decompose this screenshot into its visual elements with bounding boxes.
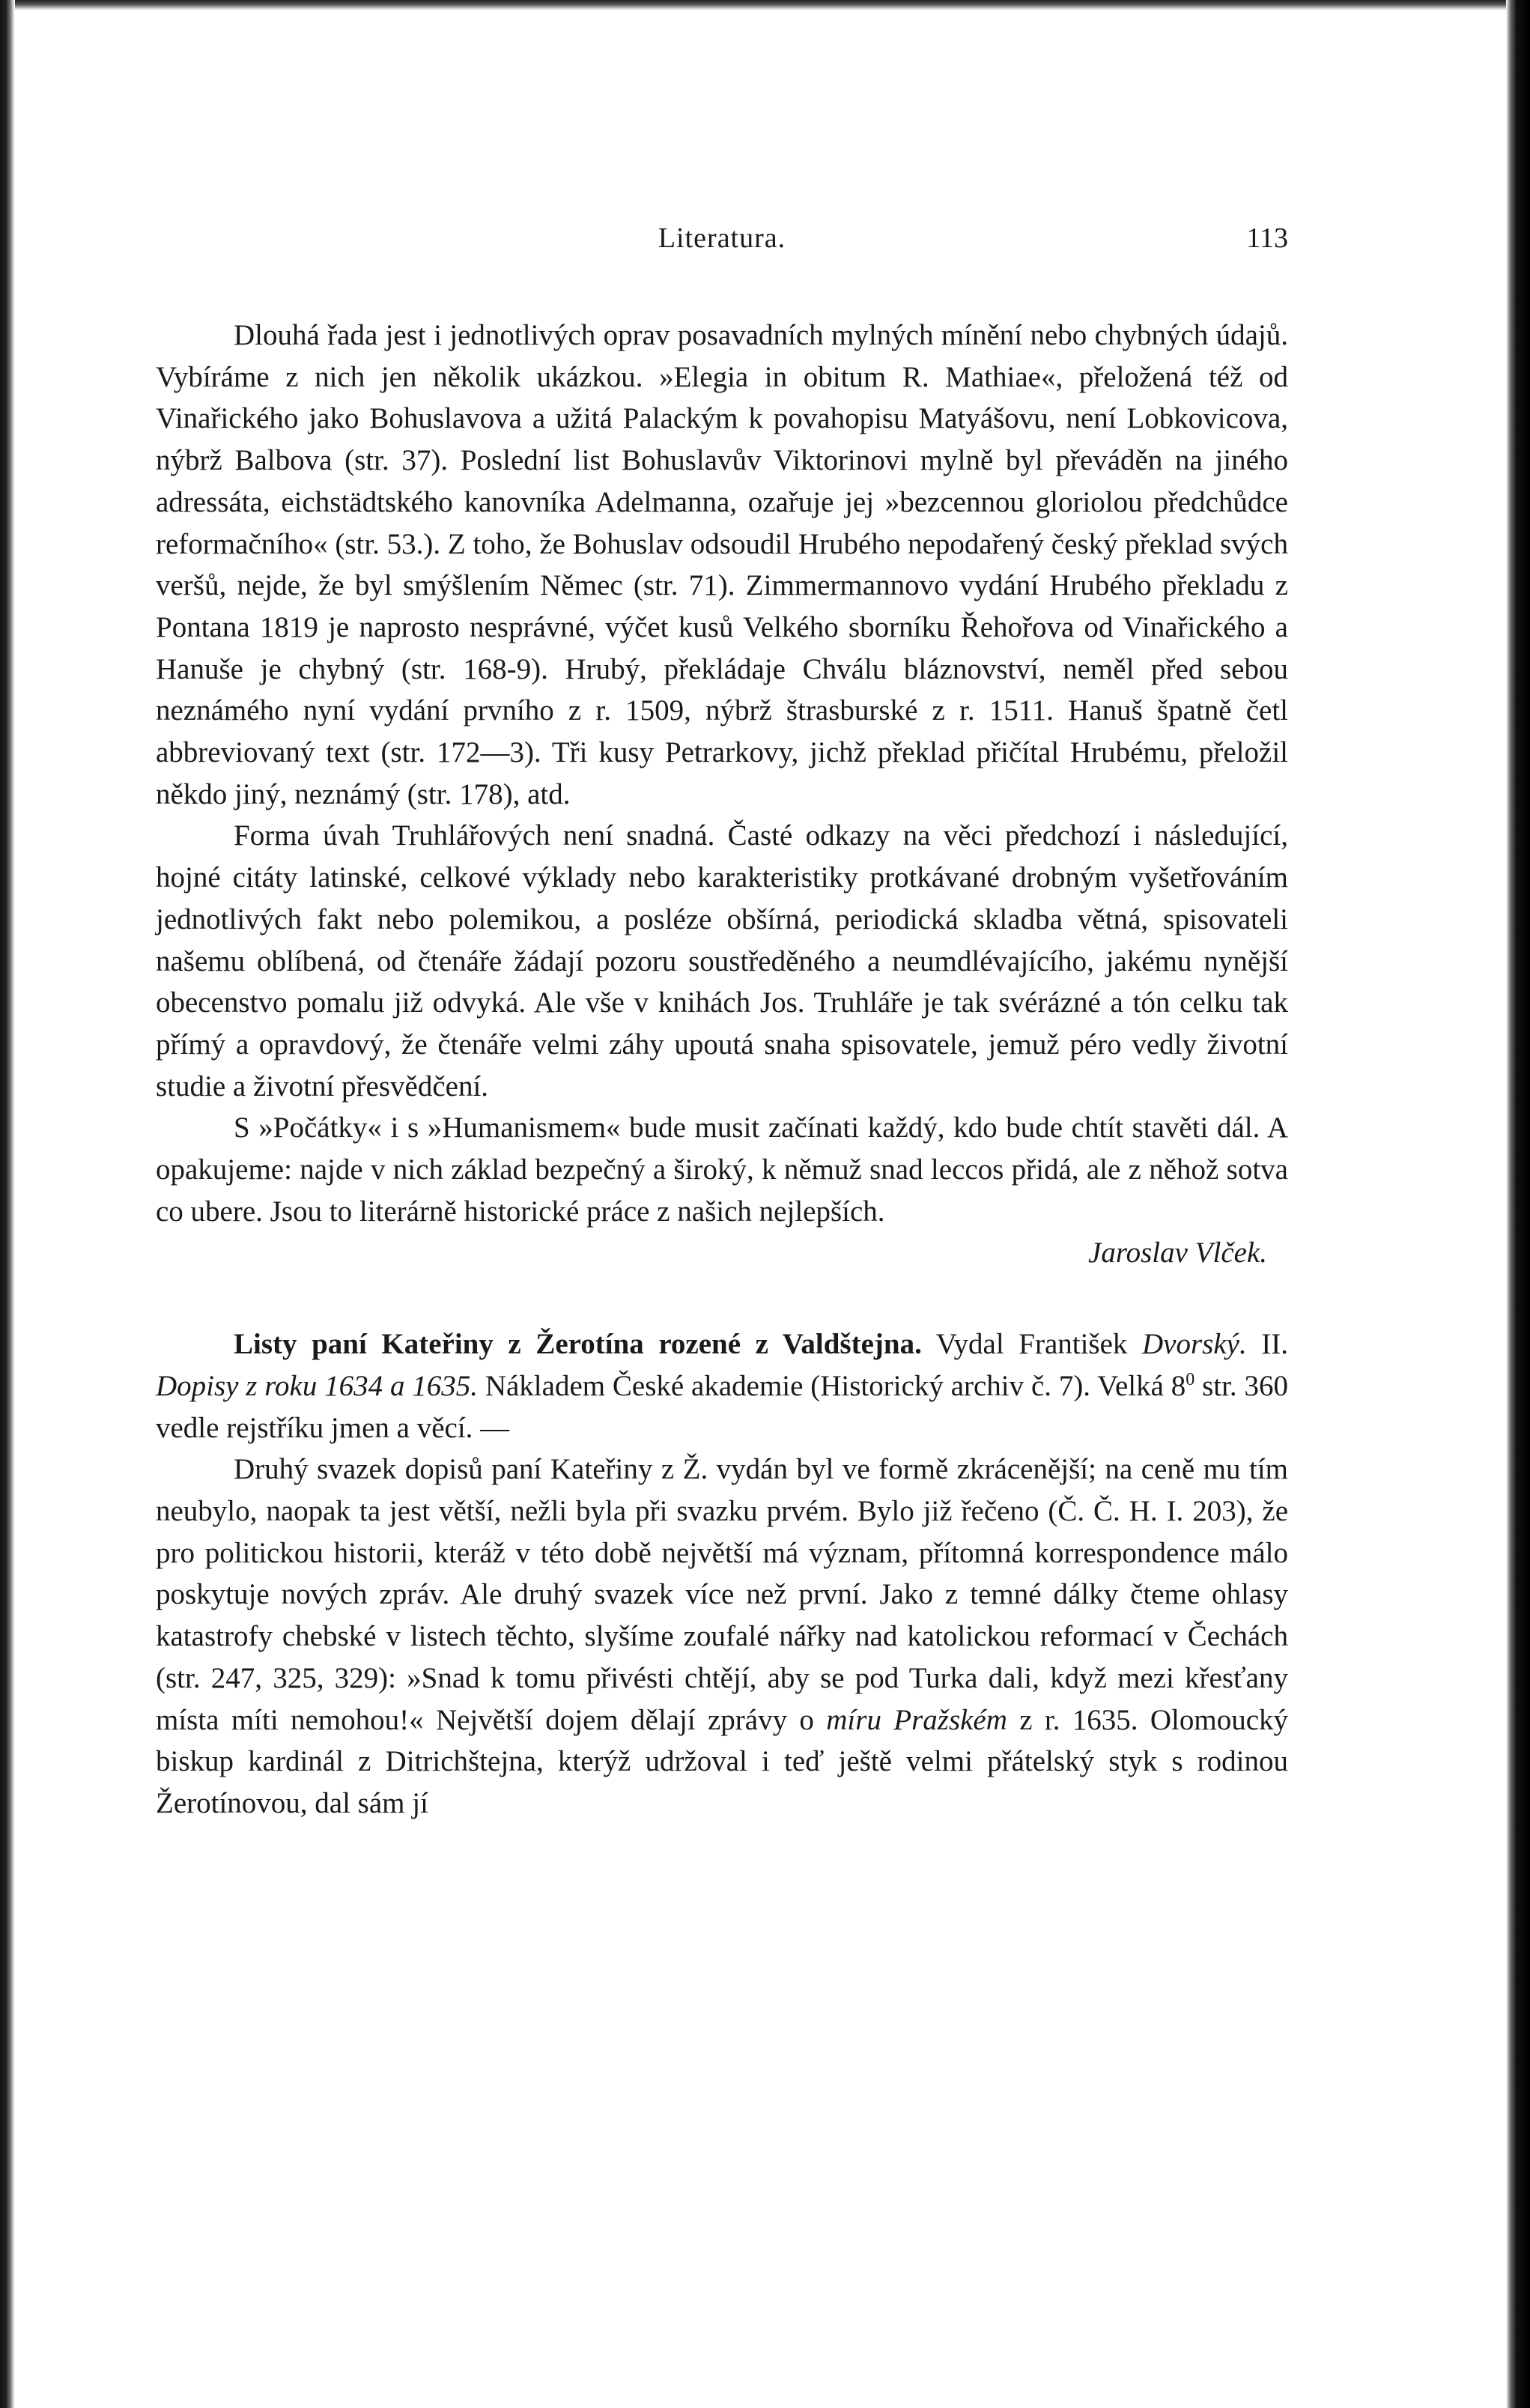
volume-number: II. <box>1261 1328 1289 1361</box>
format-superscript: 0 <box>1186 1369 1195 1389</box>
paragraph-form: Forma úvah Truhlářových není snadná. Časté odkazy na věci předchozí i následující, hojné citáty latinské, celkové výklady nebo karakteristiky protkávané drobným vyšetřováním jednotlivých fakt nebo polemikou, a posléze obšírná, periodická skladba větná, spisovateli našemu oblíbená, od čtenáře žádají pozoru soustředěného a neumdlévajícího, jakému nynější obecenstvo pomalu již odvyká. Ale vše v knihách Jos. Truhláře je tak svérázné a tón celku tak přímý a opravdový, že čtenáře velmi záhy upoutá snaha spisovatele, jemuž péro vedly životní studie a životní přesvědčení. <box>156 819 1288 1103</box>
editor-name: Dvorský. <box>1142 1328 1247 1361</box>
running-head <box>156 222 1288 267</box>
book-page <box>156 222 1288 1825</box>
review-heading-paragraph <box>156 1323 1288 1449</box>
body-text <box>156 315 1288 1825</box>
peace-of-prague: míru Pražském <box>826 1703 1007 1736</box>
review-zerotin-letters <box>156 1323 1288 1824</box>
paragraph-second-volume <box>156 1449 1288 1824</box>
publisher-info: Nákladem České akademie (Historický archiv č. 7). Velká 8 <box>485 1369 1186 1402</box>
heading-vydal: Vydal František <box>935 1328 1128 1361</box>
book-subtitle: Dopisy z roku 1634 a 1635. <box>156 1369 479 1402</box>
scan-right-edge <box>1506 0 1530 2408</box>
review-humanism-continued <box>156 315 1288 1274</box>
running-title: Literatura. <box>658 222 786 254</box>
page-number: 113 <box>1246 222 1288 254</box>
paragraph-corrections: Dlouhá řada jest i jednotlivých oprav posavadních mylných mínění nebo chybných údajů. Vybíráme z nich jen několik ukázkou. »Elegia in obitum R. Mathiae«, přeložená též od Vinařického jako Bohuslavova a užitá Palackým k povahopisu Matyášovu, není Lobkovicova, nýbrž Balbova (str. 37). Poslední list Bohuslavův Viktorinovi mylně byl převáděn na jiného adressáta, eichstädtského kanovníka Adelmanna, ozařuje jej »bezcennou gloriolou předchůdce reformačního« (str. 53.). Z toho, že Bohuslav odsoudil Hrubého nepodařený český překlad svých veršů, nejde, že byl smýšlením Němec (str. 71). Zimmermannovo vydání Hrubého překladu z Pontana 1819 je naprosto nesprávné, výčet kusů Velkého sborníku Řehořova od Vinařického a Hanuše je chybný (str. 168-9). Hrubý, překládaje Chválu bláznovství, neměl před sebou neznámého nyní vydání prvního z r. 1509, nýbrž štrasburské z r. 1511. Hanuš špatně četl abbreviovaný text (str. 172—3). Tři kusy Petrarkovy, jichž překlad přičítal Hrubému, přeložil někdo jiný, neznámý (str. 178), atd. <box>156 319 1288 810</box>
paragraph-conclusion: S »Počátky« i s »Humanismem« bude musit začínati každý, kdo bude chtít stavěti dál. A opakujeme: najde v nich základ bezpečný a široký, k němuž snad leccos přidá, ale z něhož sotva co ubere. Jsou to literárně historické práce z našich nejlepších. <box>156 1111 1288 1228</box>
second-volume-text-end: z r. 1635. Olomoucký biskup kardinál z Ditrichštejna, kterýž udržoval i teď ještě velmi přátelský styk s rodinou Žerotínovou, dal sám jí <box>156 1703 1289 1819</box>
scan-left-edge <box>0 0 15 2408</box>
page-count: str. 360 vedle rejstříku jmen a věcí. — <box>156 1369 1288 1444</box>
book-title: Listy paní Kateřiny z Žerotína rozené z Valdštejna. <box>234 1328 922 1361</box>
second-volume-text: Druhý svazek dopisů paní Kateřiny z Ž. vydán byl ve formě zkrácenější; na ceně mu tím neubylo, naopak ta jest větší, nežli byla při svazku prvém. Bylo již řečeno (Č. Č. H. I. 203), že pro politickou historii, kteráž v této době největší má význam, přítomná korrespondence málo poskytuje nových zpráv. Ale druhý svazek více než první. Jako z temné dálky čteme ohlasy katastrofy chebské v listech těchto, slyšíme zoufalé nářky nad katolickou reformací v Čechách (str. 247, 325, 329): »Snad k tomu přivésti chtějí, aby se pod Turka dali, když mezi křesťany místa míti nemohou!« Největší dojem dělají zprávy o <box>156 1453 1288 1736</box>
reviewer-signature: Jaroslav Vlček. <box>1088 1237 1267 1270</box>
scan-top-edge <box>0 0 1530 10</box>
